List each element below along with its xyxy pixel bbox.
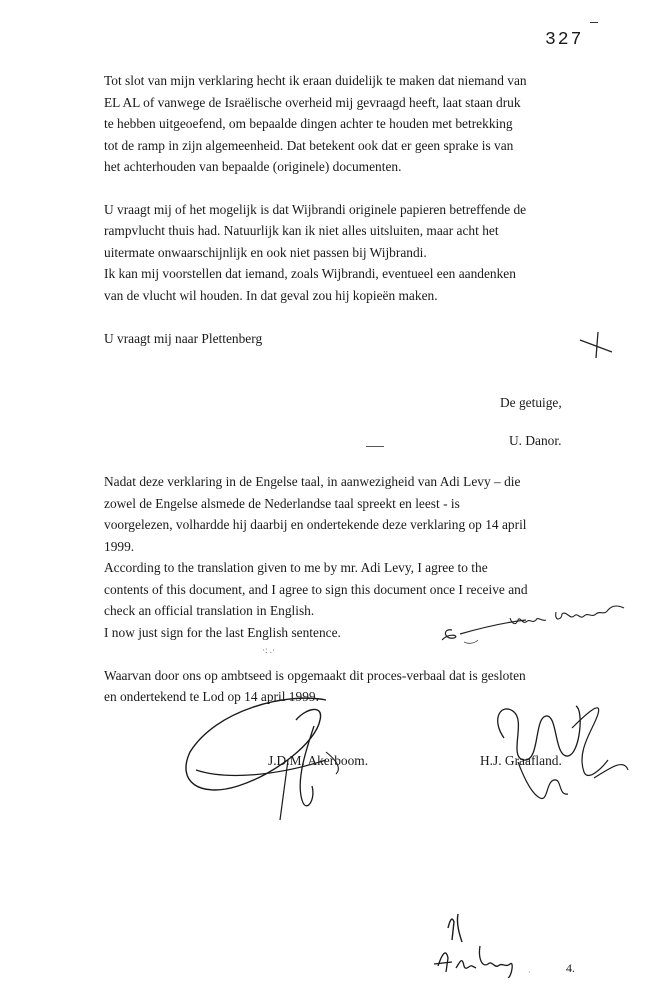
faint-mark: [366, 446, 384, 447]
signature-danor: [438, 600, 628, 646]
text-line: zowel de Engelse alsmede de Nederlandse taal spreekt en leest - is: [104, 496, 460, 511]
text-line: uitermate onwaarschijnlijk en ook niet passen bij Wijbrandi.: [104, 245, 427, 260]
faint-dot: ·: [528, 968, 531, 977]
text-line: check an official translation in English.: [104, 603, 315, 618]
text-line: contents of this document, and I agree to sign this document once I receive and: [104, 582, 528, 597]
officer-name-graafland: H.J. Graafland.: [480, 753, 562, 768]
text-line: tot de ramp in zijn algemeenheid. Dat betekent ook dat er geen sprake is van: [104, 138, 514, 153]
page-number: 327: [545, 30, 584, 50]
witness-name: U. Danor.: [509, 433, 562, 448]
text-line: U vraagt mij of het mogelijk is dat Wijbrandi originele papieren betreffende de: [104, 202, 527, 217]
text-line: Waarvan door ons op ambtseed is opgemaakt dit proces-verbaal dat is gesloten: [104, 668, 526, 683]
officer-name-akerboom: J.D.M. Akerboom.: [268, 753, 369, 768]
text-line: het achterhouden van bepaalde (originele) documenten.: [104, 159, 402, 174]
text-line: voorgelezen, volhardde hij daarbij en ondertekende deze verklaring op 14 april: [104, 517, 527, 532]
witness-label: De getuige,: [500, 395, 562, 410]
text-line: rampvlucht thuis had. Natuurlijk kan ik niet alles uitsluiten, maar acht het: [104, 223, 499, 238]
text-line: te hebben uitgeoefend, om bepaalde dingen achter te houden met betrekking: [104, 116, 513, 131]
text-line: Ik kan mij voorstellen dat iemand, zoals Wijbrandi, eventueel een aandenken: [104, 266, 516, 281]
text-line: 1999.: [104, 539, 135, 554]
text-line: Tot slot van mijn verklaring hecht ik eraan duidelijk te maken dat niemand van: [104, 73, 527, 88]
signature-akerboom: [176, 690, 352, 830]
cross-mark-icon: [578, 330, 614, 360]
corner-mark: [590, 22, 598, 23]
signature-levy: [422, 906, 532, 978]
text-line: I now just sign for the last English sentence.: [104, 625, 341, 640]
text-line: van de vlucht wil houden. In dat geval zou hij kopieën maken.: [104, 288, 438, 303]
text-line: Nadat deze verklaring in de Engelse taal, in aanwezigheid van Adi Levy – die: [104, 474, 521, 489]
text-line: en ondertekend te Lod op 14 april 1999.: [104, 689, 319, 704]
signature-graafland: [484, 698, 632, 808]
faint-dots: ·: .·: [262, 645, 275, 655]
footer-page-number: 4.: [566, 961, 575, 975]
text-line: EL AL of vanwege de Israëlische overheid mij gevraagd heeft, laat staan druk: [104, 95, 521, 110]
paragraph-plettenberg-question: U vraagt mij naar Plettenberg: [104, 331, 263, 346]
text-line: According to the translation given to me by mr. Adi Levy, I agree to the: [104, 560, 488, 575]
